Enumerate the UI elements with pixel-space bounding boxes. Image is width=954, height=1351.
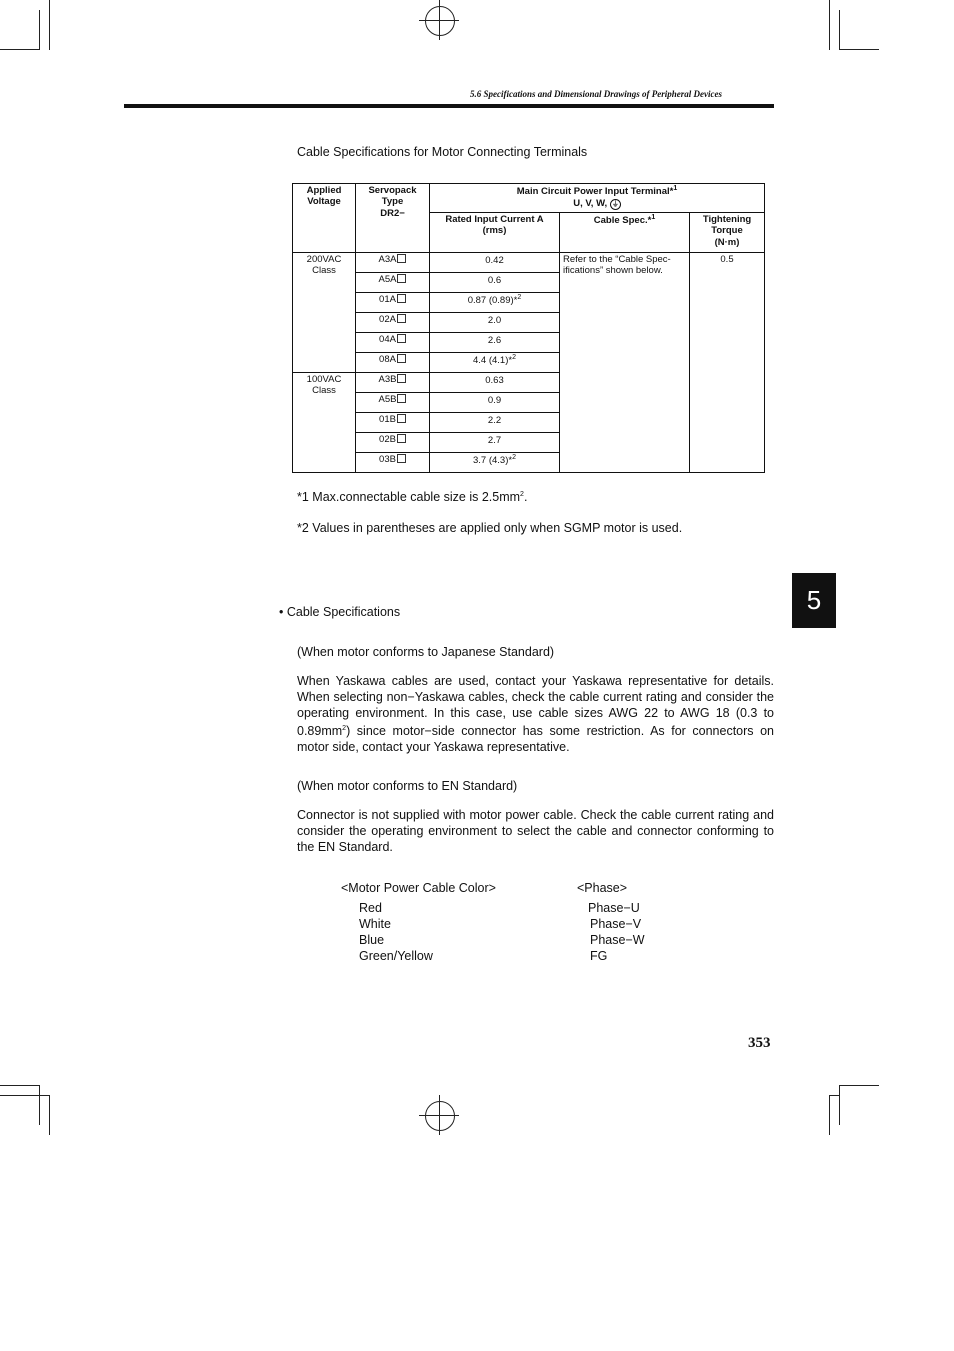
- crop-mark: [0, 1095, 50, 1096]
- rated-current-cell: 0.87 (0.89)*$^2$: [430, 293, 560, 313]
- crop-mark: [49, 1095, 50, 1135]
- placeholder-box-icon: [397, 314, 406, 323]
- crop-mark: [0, 49, 40, 50]
- registration-mark-icon: [425, 6, 455, 36]
- rated-current-cell: 2.2: [430, 413, 560, 433]
- crop-mark: [829, 0, 830, 50]
- crop-mark: [839, 1085, 879, 1086]
- placeholder-box-icon: [397, 394, 406, 403]
- jp-paragraph: When Yaskawa cables are used, contact your Yaskawa representative for details. When selecting non−Yaskawa cables, check the cable current rating and consider the operating environment. In this case, use cable sizes AWG 22 to AWG 18 (0.3 to $0.89mm^2$) since motor−side connector has some restriction. As for connectors on motor side, contact your Yaskawa representative.: [297, 674, 774, 755]
- rated-current-cell: 2.7: [430, 433, 560, 453]
- cable-color: Red: [359, 901, 382, 915]
- registration-mark-icon: [419, 20, 459, 21]
- crop-mark: [39, 1085, 40, 1125]
- en-heading: (When motor conforms to EN Standard): [297, 779, 518, 793]
- rated-current-cell: 0.9: [430, 393, 560, 413]
- rated-current-cell: 2.0: [430, 313, 560, 333]
- jp-heading: (When motor conforms to Japanese Standard): [297, 645, 555, 659]
- phase-column-heading: <Phase>: [577, 881, 628, 895]
- placeholder-box-icon: [397, 454, 406, 463]
- footnote-1: *1 Max.connectable cable size is $2.5mm^2$.: [297, 490, 528, 504]
- cable-spec-table: [292, 183, 765, 473]
- header-servopack-type: Servopack Type DR2−: [356, 184, 430, 253]
- bullet-heading: • Cable Specifications: [279, 605, 401, 619]
- header-rule: [124, 104, 774, 108]
- header-torque: Tightening Torque (N·m): [690, 213, 765, 253]
- servopack-type-cell: A5A: [356, 273, 430, 293]
- cable-spec-cell: Refer to the “Cable Spec-ifications” shown below.: [560, 253, 690, 473]
- placeholder-box-icon: [397, 354, 406, 363]
- registration-mark-icon: [419, 1115, 459, 1116]
- crop-mark: [839, 49, 879, 50]
- servopack-type-cell: 02B: [356, 433, 430, 453]
- torque-cell: 0.5: [690, 253, 765, 473]
- voltage-group-100: 100VAC Class: [293, 373, 356, 473]
- servopack-type-cell: A5B: [356, 393, 430, 413]
- placeholder-box-icon: [397, 434, 406, 443]
- placeholder-box-icon: [397, 294, 406, 303]
- servopack-type-cell: A3A: [356, 253, 430, 273]
- cable-phase: Phase−U: [588, 901, 640, 915]
- servopack-type-cell: 01A: [356, 293, 430, 313]
- placeholder-box-icon: [397, 334, 406, 343]
- cable-color: Blue: [359, 933, 385, 947]
- chapter-tab: 5: [792, 573, 836, 628]
- crop-mark: [39, 10, 40, 50]
- rated-current-cell: 0.63: [430, 373, 560, 393]
- en-paragraph: Connector is not supplied with motor power cable. Check the cable current rating and consider the operating environment to select the cable and connector conforming to the EN Standard.: [297, 808, 774, 854]
- table-caption: Cable Specifications for Motor Connecting Terminals: [297, 145, 588, 159]
- header-cable-spec: Cable Spec.*$^1$: [560, 213, 690, 253]
- footnote-2: *2 Values in parentheses are applied only when SGMP motor is used.: [297, 521, 683, 535]
- header-rated-current: Rated Input Current A (rms): [430, 213, 560, 253]
- ground-icon: ⏚: [611, 200, 619, 208]
- servopack-type-cell: 03B: [356, 453, 430, 473]
- placeholder-box-icon: [397, 274, 406, 283]
- servopack-type-cell: 04A: [356, 333, 430, 353]
- cable-phase: FG: [590, 949, 608, 963]
- rated-current-cell: 0.6: [430, 273, 560, 293]
- cable-color: White: [359, 917, 391, 931]
- crop-mark: [49, 0, 50, 50]
- header-applied-voltage: Applied Voltage: [293, 184, 356, 253]
- placeholder-box-icon: [397, 414, 406, 423]
- rated-current-cell: 0.42: [430, 253, 560, 273]
- header-main-circuit: Main Circuit Power Input Terminal*$^1$ U, V, W, ⏚: [430, 184, 765, 213]
- crop-mark: [839, 10, 840, 50]
- servopack-type-cell: 08A: [356, 353, 430, 373]
- servopack-type-cell: 02A: [356, 313, 430, 333]
- registration-mark-icon: [425, 1101, 455, 1131]
- color-column-heading: <Motor Power Cable Color>: [341, 881, 496, 895]
- cable-phase: Phase−V: [590, 917, 642, 931]
- crop-mark: [0, 1085, 40, 1086]
- running-header: 5.6 Specifications and Dimensional Drawings of Peripheral Devices: [470, 89, 722, 99]
- servopack-type-cell: A3B: [356, 373, 430, 393]
- table-row: [293, 253, 765, 273]
- cable-color: Green/Yellow: [359, 949, 433, 963]
- rated-current-cell: 4.4 (4.1)*$^2$: [430, 353, 560, 373]
- voltage-group-200: 200VAC Class: [293, 253, 356, 373]
- placeholder-box-icon: [397, 254, 406, 263]
- servopack-type-cell: 01B: [356, 413, 430, 433]
- rated-current-cell: 3.7 (4.3)*$^2$: [430, 453, 560, 473]
- crop-mark: [839, 1085, 840, 1125]
- rated-current-cell: 2.6: [430, 333, 560, 353]
- crop-mark: [829, 1095, 839, 1096]
- placeholder-box-icon: [397, 374, 406, 383]
- crop-mark: [829, 1095, 830, 1135]
- page-number: 353: [748, 1035, 771, 1051]
- cable-phase: Phase−W: [590, 933, 645, 947]
